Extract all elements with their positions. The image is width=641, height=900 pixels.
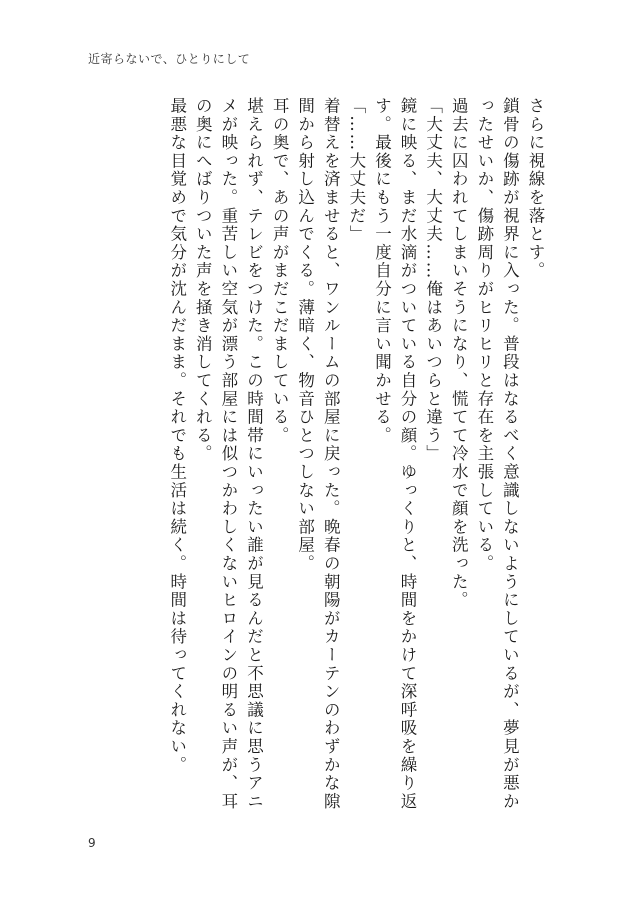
paragraph: 「……大丈夫だ」 — [346, 97, 366, 244]
paragraph: さらに視線を落とす。 — [526, 97, 545, 280]
paragraph: 堪えられず、テレビをつけた。この時間帯にいったい誰が見るんだと不思議に思うアニメが映った。重苦しい空気が漂う部屋には似つかわしくないヒロインの明るい声が、耳の奥にへばりついた声を掻き消してくれる。 — [193, 97, 264, 811]
page-number: 9 — [88, 836, 96, 850]
paragraph: 耳の奥で、あの声がまだこだましている。 — [270, 97, 290, 445]
paragraph: 鏡に映る、まだ水滴がついている自分の顔。ゆっくりと、時間をかけて深呼吸を繰り返す。最後にもう一度自分に言い聞かせる。 — [372, 97, 418, 811]
paragraph: 「大丈夫、大丈夫……俺はあいつらと違う」 — [423, 97, 443, 463]
paragraph: 過去に囚われてしまいそうになり、慌てて冷水で顔を洗った。 — [449, 97, 469, 610]
running-header: 近寄らないで、ひとりにして — [88, 52, 251, 66]
paragraph: 鎖骨の傷跡が視界に入った。普段はなるべく意識しないようにしているが、夢見が悪かったせいか、傷跡周りがヒリヒリと存在を主張している。 — [474, 97, 520, 811]
body-text — [164, 97, 548, 817]
paragraph: 最悪な目覚めで気分が沈んだまま。それでも生活は続く。時間は待ってくれない。 — [167, 97, 187, 775]
paragraph: 着替えを済ませると、ワンルームの部屋に戻った。晩春の朝陽がカーテンのわずかな隙間から射し込んでくる。薄暗く、物音ひとつしない部屋。 — [295, 97, 341, 811]
